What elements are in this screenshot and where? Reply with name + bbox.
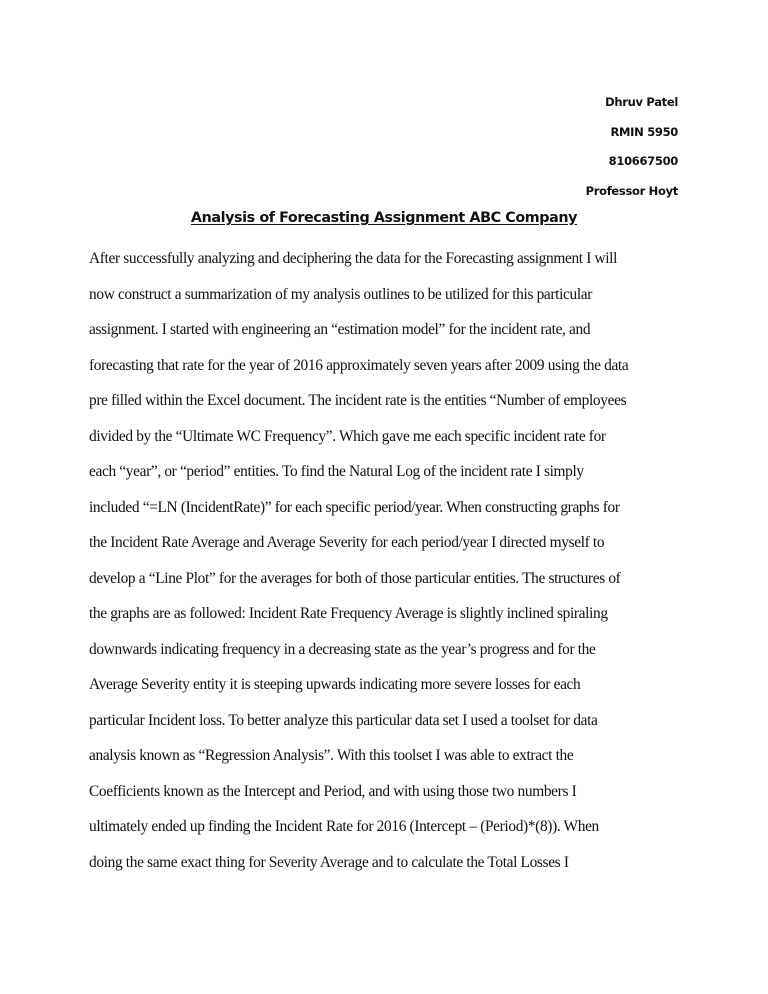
body-line: Average Severity entity it is steeping upwards indicating more severe losses for each: [89, 676, 581, 693]
body-line: analysis known as “Regression Analysis”. With this toolset I was able to extract the: [89, 747, 574, 764]
body-line: divided by the “Ultimate WC Frequency”. Which gave me each specific incident rate for: [89, 427, 606, 445]
body-line: Coefficients known as the Intercept and Period, and with using those two numbers I: [89, 782, 577, 800]
body-line: doing the same exact thing for Severity Average and to calculate the Total Losses I: [89, 853, 569, 871]
body-paragraph: [89, 241, 689, 880]
body-line: develop a “Line Plot” for the averages for both of those particular entities. The structures of: [89, 569, 621, 587]
body-line: now construct a summarization of my analysis outlines to be utilized for this particular: [89, 285, 593, 303]
body-line: the graphs are as followed: Incident Rate Frequency Average is slightly inclined spiraling: [89, 605, 608, 622]
body-line: ultimately ended up finding the Incident Rate for 2016 (Intercept – (Period)*(8)). When: [89, 818, 599, 835]
author-header-block: [586, 88, 678, 206]
document-title-container: [0, 210, 768, 226]
body-line: included “=LN (IncidentRate)” for each specific period/year. When constructing graphs for: [89, 498, 620, 516]
body-line: After successfully analyzing and deciphering the data for the Forecasting assignment I will: [89, 250, 618, 267]
body-line: downwards indicating frequency in a decreasing state as the year’s progress and for the: [89, 640, 596, 658]
document-title: Analysis of Forecasting Assignment ABC Company: [190, 210, 578, 226]
student-id: 810667500: [608, 154, 678, 168]
body-line: the Incident Rate Average and Average Severity for each period/year I directed myself to: [89, 534, 605, 551]
body-line: each “year”, or “period” entities. To find the Natural Log of the incident rate I simply: [89, 463, 584, 480]
course-code: RMIN 5950: [610, 124, 678, 139]
author-name: Dhruv Patel: [605, 95, 678, 109]
professor-name: Professor Hoyt: [585, 183, 678, 198]
body-line: assignment. I started with engineering an “estimation model” for the incident rate, and: [89, 321, 591, 338]
body-line: particular Incident loss. To better analyze this particular data set I used a toolset for data: [89, 711, 598, 729]
body-line: pre filled within the Excel document. The incident rate is the entities “Number of employees: [89, 392, 627, 409]
body-line: forecasting that rate for the year of 2016 approximately seven years after 2009 using the data: [89, 356, 629, 374]
